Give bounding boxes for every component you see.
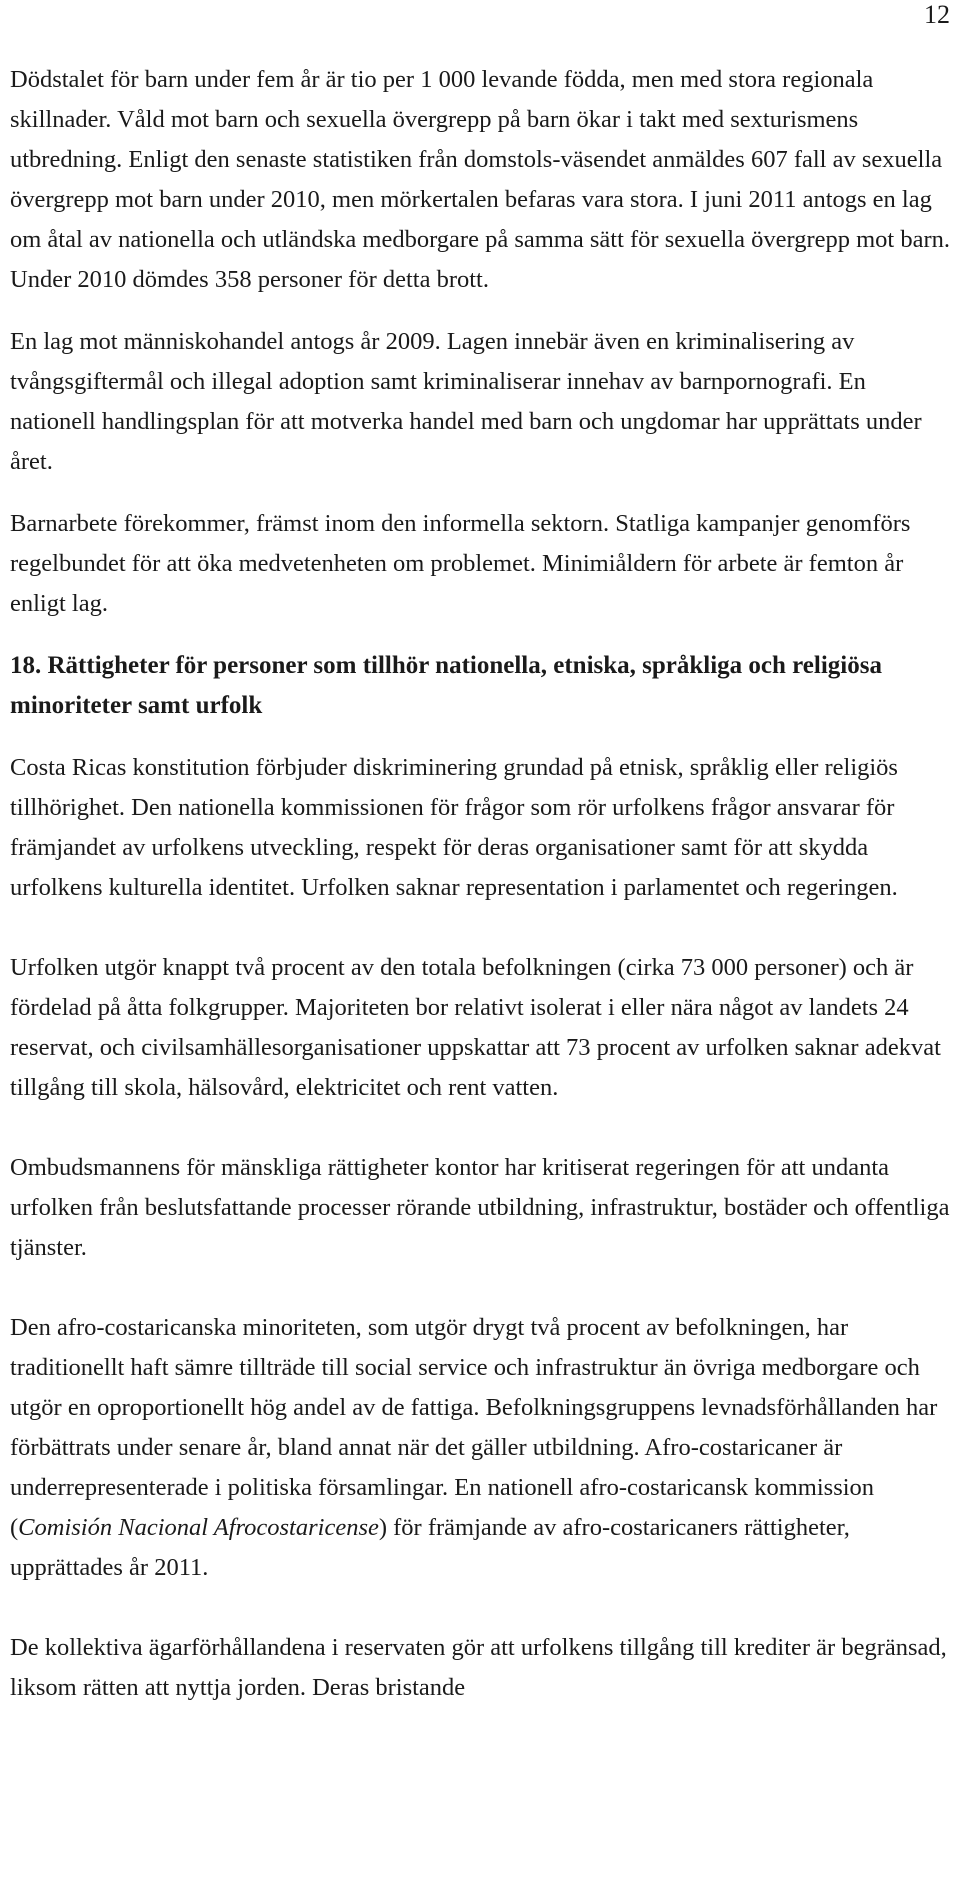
paragraph-child-labour: Barnarbete förekommer, främst inom den informella sektorn. Statliga kampanjer genomförs regelbundet för att öka medvetenheten om problemet. Minimiåldern för arbete är femton år enligt lag. [10,510,911,617]
afro-text-before: Den afro-costaricanska minoriteten, som utgör drygt två procent av befolkningen, har traditionellt haft sämre tillträde till social service och infrastruktur än övriga medborgare och utgör en oproportionellt hög andel av de fattiga. Befolkningsgruppens levnadsförhållanden har förbättrats under senare år, bland annat när det gäller utbildning. Afro-costaricaner är underrepresenterade i politiska församlingar. En nationell afro-costaricansk kommission ( [10,1314,938,1541]
paragraph-ombudsman: Ombudsmannens för mänskliga rättigheter kontor har kritiserat regeringen för att undanta urfolken från beslutsfattande processer rörande utbildning, infrastruktur, bostäder och offentliga tjänster. [10,1154,950,1261]
paragraph-indigenous-population: Urfolken utgör knappt två procent av den totala befolkningen (cirka 73 000 personer) och är fördelad på åtta folkgrupper. Majoriteten bor relativt isolerat i eller nära något av landets 24 reservat, och civilsamhällesorganisationer uppskattar att 73 procent av urfolken saknar adekvat tillgång till skola, hälsovård, elektricitet och rent vatten. [10,954,941,1101]
section-heading-minorities: 18. Rättigheter för personer som tillhör nationella, etniska, språkliga och religiösa minoriteter samt urfolk [10,652,882,719]
paragraph-child-mortality: Dödstalet för barn under fem år är tio per 1 000 levande födda, men med stora regionala skillnader. Våld mot barn och sexuella övergrepp på barn ökar i takt med sexturismens utbredning. Enligt den senaste statistiken från domstols-väsendet anmäldes 607 fall av sexuella övergrepp mot barn under 2010, men mörkertalen befaras vara stora. I juni 2011 antogs en lag om åtal av nationella och utländska medborgare på samma sätt för sexuella övergrepp mot barn. Under 2010 dömdes 358 personer för detta brott. [10,66,950,293]
paragraph-afro-costarican [10,1308,955,1588]
document-body [10,60,955,1730]
afro-text-after: ) för främjande av afro-costaricaners rättigheter, upprättades år 2011. [10,1514,850,1581]
commission-name: Comisión Nacional Afrocostaricense [18,1514,379,1541]
paragraph-land-ownership: De kollektiva ägarförhållandena i reservaten gör att urfolkens tillgång till krediter är begränsad, liksom rätten att nyttja jorden. Deras bristande [10,1634,947,1701]
paragraph-constitution: Costa Ricas konstitution förbjuder diskriminering grundad på etnisk, språklig eller religiös tillhörighet. Den nationella kommissionen för frågor som rör urfolkens frågor ansvarar för främjandet av urfolkens utveckling, respekt för deras organisationer samt för att skydda urfolkens kulturella identitet. Urfolken saknar representation i parlamentet och regeringen. [10,754,898,901]
page-number: 12 [924,0,950,29]
paragraph-human-trafficking: En lag mot människohandel antogs år 2009. Lagen innebär även en kriminalisering av tvångsgiftermål och illegal adoption samt kriminaliserar innehav av barnpornografi. En nationell handlingsplan för att motverka handel med barn och ungdomar har upprättats under året. [10,328,922,475]
